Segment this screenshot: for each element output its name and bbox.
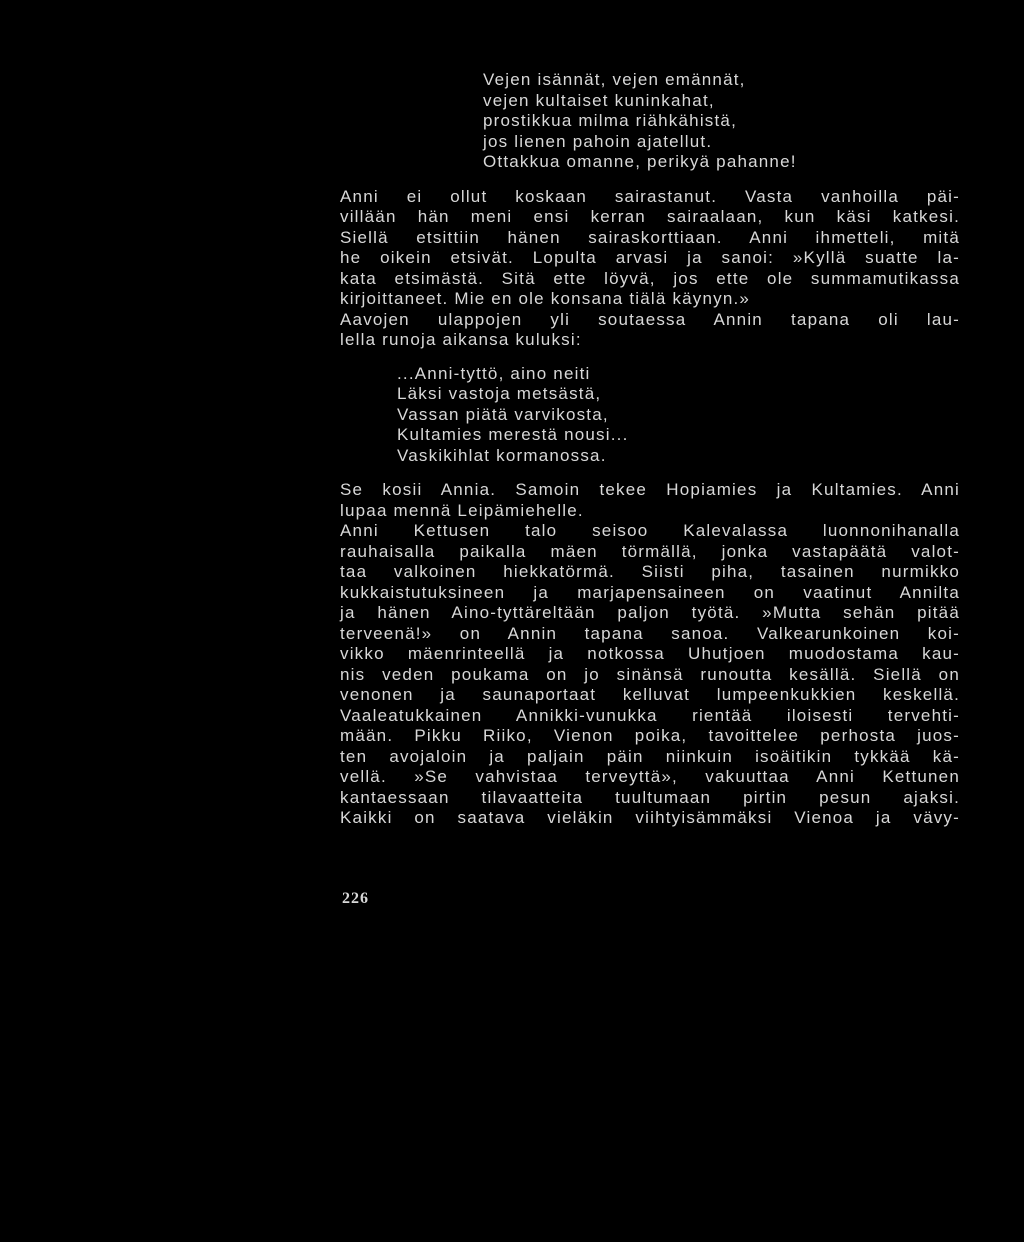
text-line: villään hän meni ensi kerran sairaalaan, kun käsi katkesi.: [340, 207, 960, 226]
text-line: Siellä etsittiin hänen sairaskorttiaan. Anni ihmetteli, mitä: [340, 227, 960, 247]
paragraph: [340, 521, 960, 829]
poem-line: Kultamies merestä nousi...: [397, 425, 629, 444]
text-line: Aavojen ulappojen yli soutaessa Annin tapana oli lau-: [340, 309, 960, 329]
text-line: kirjoittaneet. Mie en ole konsana tiälä käynyn.»: [340, 289, 751, 308]
paragraph: [340, 310, 960, 351]
poem-line: Vaskikihlat kormanossa.: [397, 445, 607, 465]
text-line: kata etsimästä. Sitä ette löyvä, jos ette ole summamutikassa: [340, 268, 960, 288]
poem-line: jos lienen pahoin ajatellut.: [483, 131, 713, 151]
text-line: Anni Kettusen talo seisoo Kalevalassa luonnonihanalla: [340, 521, 960, 540]
text-line: ten avojaloin ja paljain päin niinkuin isoäitikin tykkää kä-: [340, 746, 960, 766]
text-line: kantaessaan tilavaatteita tuultumaan pirtin pesun ajaksi.: [340, 787, 960, 807]
text-line: vikko mäenrinteellä ja notkossa Uhutjoen muodostama kau-: [340, 644, 960, 663]
text-line: Anni ei ollut koskaan sairastanut. Vasta vanhoilla päi-: [340, 186, 960, 206]
page-body: [340, 70, 960, 829]
poem-line: Ottakkua omanne, perikyä pahanne!: [483, 152, 797, 171]
text-line: Kaikki on saatava vieläkin viihtyisämmäksi Vienoa ja vävy-: [340, 808, 960, 827]
paragraph: [340, 187, 960, 310]
poem-line: Vassan piätä varvikosta,: [397, 404, 609, 424]
text-line: Vaaleatukkainen Annikki-vunukka rientää iloisesti tervehti-: [340, 705, 960, 725]
poem-middle: [340, 364, 960, 467]
poem-opening: [340, 70, 960, 173]
text-line: ja hänen Aino-tyttäreltään paljon työtä. »Mutta sehän pitää: [340, 603, 960, 622]
poem-line: ...Anni-tyttö, aino neiti: [397, 363, 591, 383]
text-line: venonen ja saunaportaat kelluvat lumpeenkukkien keskellä.: [340, 685, 960, 704]
poem-line: Vejen isännät, vejen emännät,: [483, 70, 746, 89]
text-line: kukkaistutuksineen ja marjapensaineen on vaatinut Annilta: [340, 582, 960, 602]
text-line: nis veden poukama on jo sinänsä runoutta kesällä. Siellä on: [340, 664, 960, 684]
text-line: mään. Pikku Riiko, Vienon poika, tavoittelee perhosta juos-: [340, 726, 960, 745]
text-line: lupaa mennä Leipämiehelle.: [340, 500, 584, 520]
text-line: terveenä!» on Annin tapana sanoa. Valkearunkoinen koi-: [340, 623, 960, 643]
text-line: taa valkoinen hiekkatörmä. Siisti piha, tasainen nurmikko: [340, 562, 960, 581]
poem-line: vejen kultaiset kuninkahat,: [483, 90, 715, 110]
page-number: 226: [342, 890, 369, 907]
text-line: rauhaisalla paikalla mäen törmällä, jonka vastapäätä valot-: [340, 541, 960, 561]
paragraph: [340, 480, 960, 521]
text-line: lella runoja aikansa kuluksi:: [340, 330, 582, 349]
text-line: he oikein etsivät. Lopulta arvasi ja sanoi: »Kyllä suatte la-: [340, 248, 960, 267]
text-line: vellä. »Se vahvistaa terveyttä», vakuuttaa Anni Kettunen: [340, 767, 960, 786]
text-line: Se kosii Annia. Samoin tekee Hopiamies ja Kultamies. Anni: [340, 480, 960, 499]
poem-line: prostikkua milma riähkähistä,: [483, 111, 737, 130]
poem-line: Läksi vastoja metsästä,: [397, 384, 602, 403]
